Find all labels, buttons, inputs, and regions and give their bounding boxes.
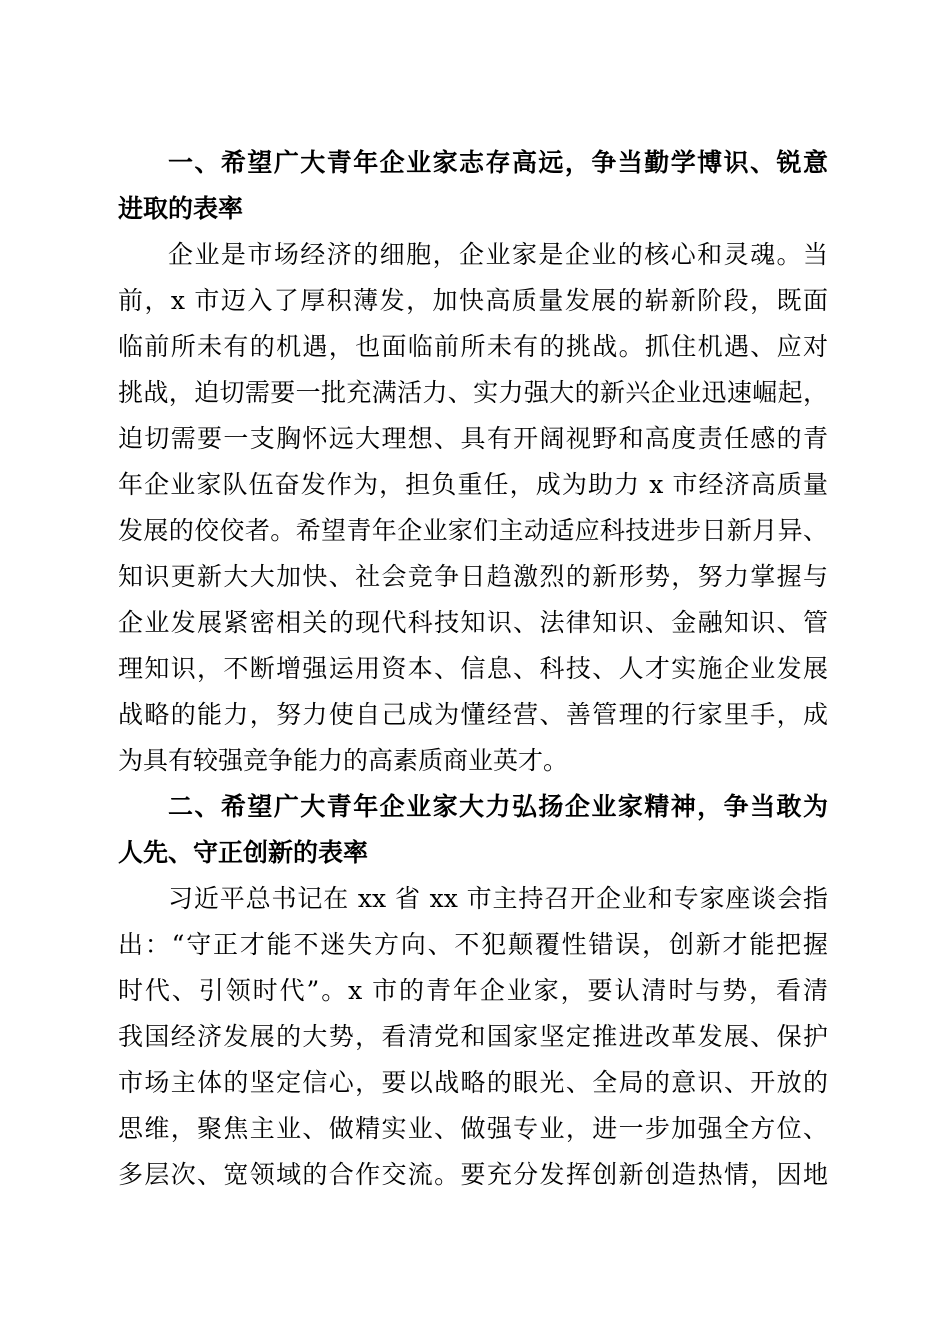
section-1-heading [118,140,828,232]
paragraph-line: 年企业家队伍奋发作为，担负重任，成为助力 x 市经济高质量 [118,470,828,499]
heading-line: 人先、守正创新的表率 [118,838,369,867]
paragraph-line: 时代、引领时代”。x 市的青年企业家，要认清时与势，看清 [118,976,828,1005]
paragraph-line: 前，x 市迈入了厚积薄发，加快高质量发展的崭新阶段，既面 [118,286,828,315]
paragraph-line: 出：“守正才能不迷失方向、不犯颠覆性错误，创新才能把握 [118,930,828,959]
paragraph-line: 理知识，不断增强运用资本、信息、科技、人才实施企业发展 [118,654,828,683]
section-2-paragraph [118,876,828,1198]
paragraph-line: 思维，聚焦主业、做精实业、做强专业，进一步加强全方位、 [118,1114,828,1143]
section-2-heading [118,784,828,876]
paragraph-line: 迫切需要一支胸怀远大理想、具有开阔视野和高度责任感的青 [118,424,828,453]
paragraph-line: 企业发展紧密相关的现代科技知识、法律知识、金融知识、管 [118,608,828,637]
paragraph-line: 战略的能力，努力使自己成为懂经营、善管理的行家里手，成 [118,700,828,729]
section-1-paragraph [118,232,828,784]
paragraph-line: 我国经济发展的大势，看清党和国家坚定推进改革发展、保护 [118,1022,828,1051]
paragraph-line: 习近平总书记在 xx 省 xx 市主持召开企业和专家座谈会指 [168,884,828,913]
heading-line: 二、希望广大青年企业家大力弘扬企业家精神，争当敢为 [168,792,828,821]
paragraph-line: 挑战，迫切需要一批充满活力、实力强大的新兴企业迅速崛起， [118,378,828,407]
paragraph-line: 多层次、宽领域的合作交流。要充分发挥创新创造热情，因地 [118,1160,828,1189]
paragraph-line: 企业是市场经济的细胞，企业家是企业的核心和灵魂。当 [168,240,828,269]
document-page [118,140,828,1198]
paragraph-line: 为具有较强竞争能力的高素质商业英才。 [118,746,569,775]
paragraph-line: 知识更新大大加快、社会竞争日趋激烈的新形势，努力掌握与 [118,562,828,591]
heading-line: 进取的表率 [118,194,244,223]
paragraph-line: 发展的佼佼者。希望青年企业家们主动适应科技进步日新月异、 [118,516,828,545]
heading-line: 一、希望广大青年企业家志存高远，争当勤学博识、锐意 [168,148,828,177]
paragraph-line: 临前所未有的机遇，也面临前所未有的挑战。抓住机遇、应对 [118,332,828,361]
paragraph-line: 市场主体的坚定信心，要以战略的眼光、全局的意识、开放的 [118,1068,828,1097]
